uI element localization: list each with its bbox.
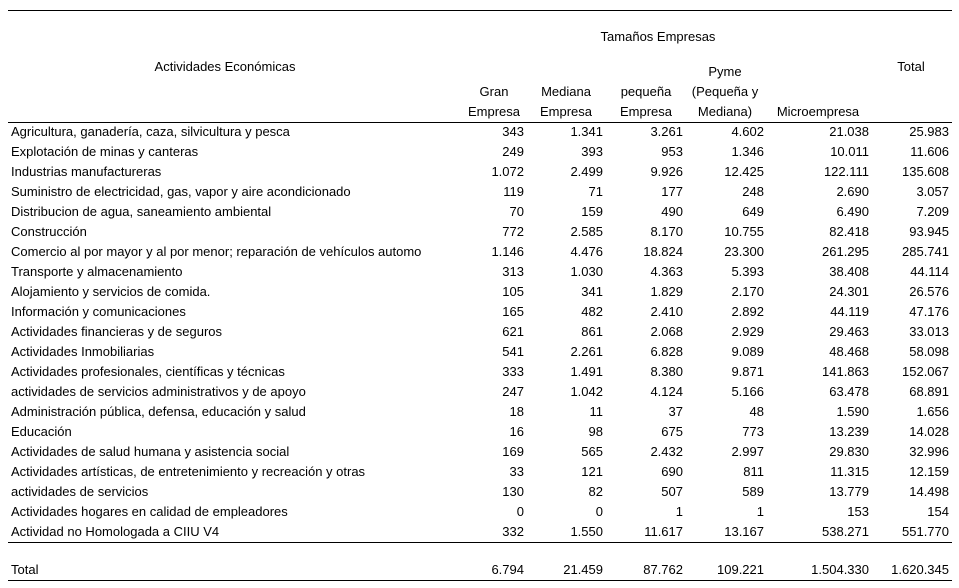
table-bottom-border <box>8 580 952 581</box>
cell-value: 261.295 <box>822 244 869 259</box>
cell-value: 154 <box>927 504 949 519</box>
cell-value: 169 <box>502 444 524 459</box>
total-value: 6.794 <box>491 562 524 577</box>
cell-value: 1.550 <box>570 524 603 539</box>
total-value: 1.504.330 <box>811 562 869 577</box>
cell-value: 6.490 <box>836 204 869 219</box>
cell-value: 93.945 <box>909 224 949 239</box>
column-header-5-line3: Microempresa <box>776 104 860 119</box>
cell-value: 44.114 <box>910 264 949 279</box>
cell-value: 48.468 <box>829 344 869 359</box>
cell-value: 490 <box>661 204 683 219</box>
cell-value: 1.072 <box>491 164 524 179</box>
cell-value: 33.013 <box>909 324 949 339</box>
cell-value: 13.167 <box>724 524 764 539</box>
cell-value: 14.028 <box>909 424 949 439</box>
row-label: Comercio al por mayor y al por menor; reparación de vehículos automo <box>11 244 422 259</box>
column-header-4-line2: (Pequeña y <box>691 84 759 99</box>
cell-value: 507 <box>661 484 683 499</box>
column-header-4-line1: Pyme <box>708 64 742 79</box>
cell-value: 2.892 <box>731 304 764 319</box>
cell-value: 119 <box>503 184 524 199</box>
cell-value: 18 <box>509 404 524 419</box>
cell-value: 1.341 <box>570 124 603 139</box>
cell-value: 2.170 <box>731 284 764 299</box>
row-label: Administración pública, defensa, educación y salud <box>11 404 306 419</box>
cell-value: 773 <box>742 424 764 439</box>
cell-value: 3.261 <box>650 124 683 139</box>
cell-value: 5.166 <box>731 384 764 399</box>
cell-value: 10.755 <box>724 224 764 239</box>
total-label: Total <box>11 562 39 577</box>
cell-value: 772 <box>502 224 524 239</box>
cell-value: 249 <box>502 144 524 159</box>
cell-value: 0 <box>516 504 524 519</box>
row-label: Actividades Inmobiliarias <box>11 344 155 359</box>
cell-value: 16 <box>509 424 524 439</box>
cell-value: 953 <box>661 144 683 159</box>
cell-value: 1.146 <box>491 244 524 259</box>
header-bottom-border <box>8 122 952 123</box>
column-header-3-line2: pequeña <box>620 84 672 99</box>
column-header-2-line2: Mediana <box>541 84 591 99</box>
cell-value: 1.829 <box>650 284 683 299</box>
cell-value: 29.463 <box>829 324 869 339</box>
cell-value: 1.346 <box>731 144 764 159</box>
cell-value: 0 <box>595 504 603 519</box>
row-label: Industrias manufactureras <box>11 164 162 179</box>
cell-value: 341 <box>581 284 603 299</box>
cell-value: 70 <box>509 204 524 219</box>
cell-value: 68.891 <box>909 384 949 399</box>
cell-value: 9.089 <box>731 344 764 359</box>
cell-value: 285.741 <box>902 244 949 259</box>
cell-value: 2.261 <box>570 344 603 359</box>
cell-value: 4.476 <box>570 244 603 259</box>
cell-value: 14.498 <box>909 484 949 499</box>
cell-value: 11.315 <box>830 464 869 479</box>
cell-value: 1 <box>756 504 764 519</box>
table-top-border <box>8 10 952 11</box>
row-label: Explotación de minas y canteras <box>11 144 199 159</box>
cell-value: 1.656 <box>916 404 949 419</box>
cell-value: 23.300 <box>724 244 764 259</box>
column-header-1-line3: Empresa <box>467 104 521 119</box>
cell-value: 811 <box>743 464 764 479</box>
row-label: Actividades hogares en calidad de empleadores <box>11 504 288 519</box>
cell-value: 11.606 <box>910 144 949 159</box>
column-header-4-line3: Mediana) <box>697 104 753 119</box>
cell-value: 121 <box>581 464 603 479</box>
cell-value: 13.779 <box>829 484 869 499</box>
total-value: 87.762 <box>643 562 683 577</box>
cell-value: 621 <box>502 324 524 339</box>
cell-value: 649 <box>742 204 764 219</box>
cell-value: 63.478 <box>829 384 869 399</box>
cell-value: 2.499 <box>570 164 603 179</box>
cell-value: 9.926 <box>650 164 683 179</box>
cell-value: 589 <box>742 484 764 499</box>
row-label: Actividades financieras y de seguros <box>11 324 223 339</box>
row-label: actividades de servicios <box>11 484 149 499</box>
cell-value: 8.380 <box>650 364 683 379</box>
cell-value: 82.418 <box>829 224 869 239</box>
cell-value: 861 <box>581 324 603 339</box>
cell-value: 8.170 <box>650 224 683 239</box>
total-value: 109.221 <box>717 562 764 577</box>
cell-value: 4.363 <box>650 264 683 279</box>
cell-value: 7.209 <box>916 204 949 219</box>
body-bottom-border <box>8 542 952 543</box>
row-label: actividades de servicios administrativos y de apoyo <box>11 384 306 399</box>
cell-value: 1.491 <box>570 364 603 379</box>
row-label: Información y comunicaciones <box>11 304 186 319</box>
cell-value: 2.585 <box>570 224 603 239</box>
cell-value: 313 <box>502 264 524 279</box>
cell-value: 6.828 <box>650 344 683 359</box>
cell-value: 13.239 <box>829 424 869 439</box>
cell-value: 82 <box>588 484 603 499</box>
cell-value: 25.983 <box>909 124 949 139</box>
row-label: Alojamiento y servicios de comida. <box>11 284 211 299</box>
cell-value: 98 <box>588 424 603 439</box>
cell-value: 393 <box>581 144 603 159</box>
cell-value: 343 <box>502 124 524 139</box>
cell-value: 565 <box>581 444 603 459</box>
cell-value: 12.159 <box>909 464 949 479</box>
cell-value: 165 <box>502 304 524 319</box>
cell-value: 26.576 <box>909 284 949 299</box>
cell-value: 135.608 <box>902 164 949 179</box>
cell-value: 2.690 <box>836 184 869 199</box>
cell-value: 2.432 <box>650 444 683 459</box>
cell-value: 551.770 <box>902 524 949 539</box>
cell-value: 44.119 <box>830 304 869 319</box>
cell-value: 2.068 <box>650 324 683 339</box>
cell-value: 4.602 <box>731 124 764 139</box>
cell-value: 38.408 <box>829 264 869 279</box>
row-label: Educación <box>11 424 72 439</box>
total-value: 1.620.345 <box>891 562 949 577</box>
cell-value: 105 <box>502 284 524 299</box>
cell-value: 5.393 <box>731 264 764 279</box>
group-title: Tamaños Empresas <box>600 29 716 44</box>
cell-value: 9.871 <box>731 364 764 379</box>
cell-value: 153 <box>847 504 869 519</box>
cell-value: 332 <box>502 524 524 539</box>
cell-value: 10.011 <box>830 144 869 159</box>
cell-value: 11 <box>589 404 603 419</box>
cell-value: 48 <box>749 404 764 419</box>
cell-value: 541 <box>502 344 524 359</box>
cell-value: 538.271 <box>822 524 869 539</box>
column-header-1-line2: Gran <box>479 84 509 99</box>
cell-value: 58.098 <box>909 344 949 359</box>
cell-value: 11.617 <box>644 524 683 539</box>
total-value: 21.459 <box>563 562 603 577</box>
row-header: Actividades Económicas <box>154 59 296 74</box>
row-label: Construcción <box>11 224 87 239</box>
cell-value: 482 <box>581 304 603 319</box>
row-label: Actividades de salud humana y asistencia social <box>11 444 290 459</box>
cell-value: 159 <box>581 204 603 219</box>
cell-value: 1.030 <box>570 264 603 279</box>
row-label: Agricultura, ganadería, caza, silvicultura y pesca <box>11 124 290 139</box>
cell-value: 24.301 <box>829 284 869 299</box>
column-header-3-line3: Empresa <box>619 104 673 119</box>
cell-value: 177 <box>661 184 683 199</box>
column-header-6-line1: Total <box>897 59 925 74</box>
cell-value: 1.590 <box>836 404 869 419</box>
cell-value: 71 <box>588 184 603 199</box>
cell-value: 18.824 <box>643 244 683 259</box>
cell-value: 247 <box>502 384 524 399</box>
row-label: Actividades artísticas, de entretenimiento y recreación y otras <box>11 464 366 479</box>
column-header-2-line3: Empresa <box>539 104 593 119</box>
row-label: Actividades profesionales, científicas y técnicas <box>11 364 285 379</box>
cell-value: 21.038 <box>829 124 869 139</box>
cell-value: 3.057 <box>916 184 949 199</box>
cell-value: 152.067 <box>902 364 949 379</box>
cell-value: 4.124 <box>650 384 683 399</box>
cell-value: 248 <box>742 184 764 199</box>
cell-value: 2.929 <box>731 324 764 339</box>
cell-value: 675 <box>661 424 683 439</box>
cell-value: 122.111 <box>823 164 869 179</box>
cell-value: 1.042 <box>570 384 603 399</box>
cell-value: 141.863 <box>822 364 869 379</box>
cell-value: 33 <box>509 464 524 479</box>
cell-value: 130 <box>502 484 524 499</box>
row-label: Actividad no Homologada a CIIU V4 <box>11 524 220 539</box>
row-label: Distribucion de agua, saneamiento ambiental <box>11 204 272 219</box>
cell-value: 2.997 <box>731 444 764 459</box>
cell-value: 1 <box>675 504 683 519</box>
cell-value: 29.830 <box>829 444 869 459</box>
cell-value: 37 <box>668 404 683 419</box>
row-label: Suministro de electricidad, gas, vapor y aire acondicionado <box>11 184 351 199</box>
row-label: Transporte y almacenamiento <box>11 264 183 279</box>
cell-value: 2.410 <box>650 304 683 319</box>
cell-value: 32.996 <box>909 444 949 459</box>
cell-value: 12.425 <box>724 164 764 179</box>
cell-value: 690 <box>661 464 683 479</box>
cell-value: 47.176 <box>909 304 949 319</box>
cell-value: 333 <box>502 364 524 379</box>
